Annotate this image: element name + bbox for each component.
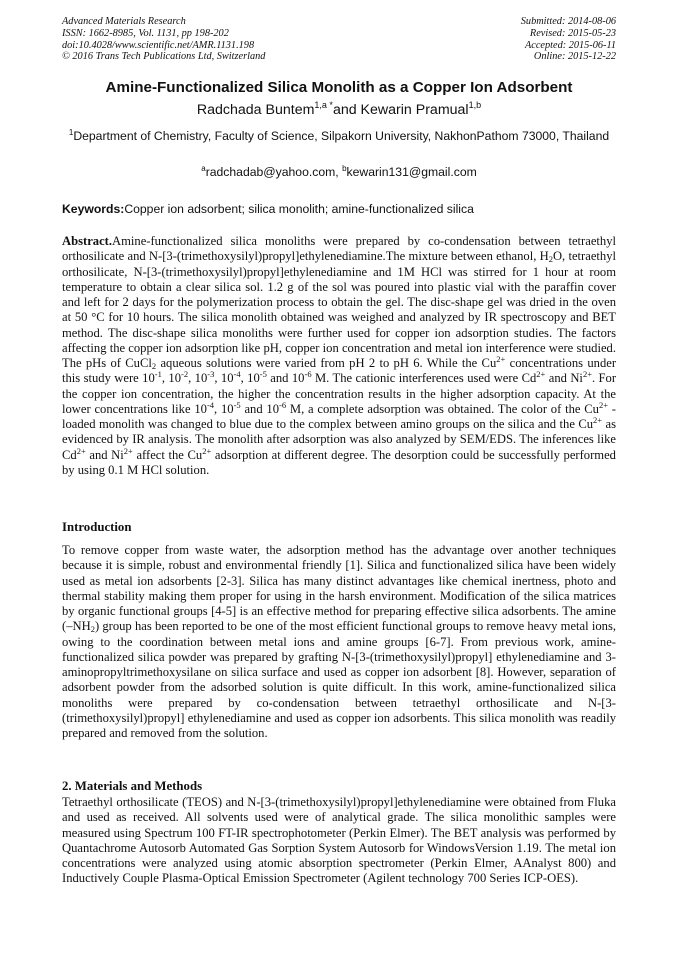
abstract-label: Abstract. <box>62 234 113 248</box>
journal-name: Advanced Materials Research <box>62 16 186 27</box>
superscript: 2+ <box>202 445 212 456</box>
journal-issn: ISSN: 1662-8985, Vol. 1131, pp 198-202 <box>62 27 229 39</box>
email-b-marker: b <box>342 164 347 173</box>
abstract-text: , 10 <box>214 401 234 416</box>
email-a-marker: a <box>201 164 206 173</box>
superscript: 2+ <box>598 399 609 410</box>
abstract-text: concentrations under this study were 10 <box>62 356 617 386</box>
superscript: -5 <box>233 399 241 410</box>
superscript: 2+ <box>496 354 506 364</box>
introduction-heading: Introduction <box>62 520 132 534</box>
abstract-text: and Ni <box>85 447 124 462</box>
superscript: -6 <box>279 399 287 410</box>
superscript: -2 <box>181 369 189 380</box>
abstract-text: - loaded monolith was changed to blue due to the complex between amino groups on the silica and the Cu <box>62 401 616 431</box>
date-accepted: Accepted: 2015-06-11 <box>524 39 616 51</box>
superscript: -1 <box>154 369 162 380</box>
introduction-text-part: ) group has been reported to be one of the most efficient functional groups to remove heavy metal ions, owing to the coordination between metal ions and amine groups [6-7]. From previous work, amine-functionalized silica powder was prepared by grafting N-[3-(trimethoxysilyl)propyl] ethylenediamine and 3-aminopropyltrimethoxysilane on silica surface and used as copper ion adsorbent [8]. However, separation of adsorbent powder from the adsorbed solution is quite difficult. In this work, amine-functionalized silica monoliths were prepared by co-condensation between tetraethyl orthosilicate and N-[3-(trimethoxysilyl)propyl] ethylenediamine and used as copper ion adsorbents. This silica monolith was readily prepared and removed from the solution. <box>62 619 616 740</box>
date-online: Online: 2015-12-22 <box>533 51 616 63</box>
subscript: 2 <box>90 624 95 635</box>
author-1-marker: 1,a * <box>314 100 333 110</box>
abstract-text: and 10 <box>266 371 305 386</box>
abstract-text: , 10 <box>161 371 182 386</box>
abstract-text: M. The cationic interferences used were Cd <box>311 371 537 386</box>
abstract-text: and 10 <box>240 401 280 416</box>
superscript: -4 <box>206 399 215 410</box>
abstract-text: adsorption at different degree. The desorption could be successfully performed by using 0.1 M HCl solution. <box>62 447 616 477</box>
journal-header <box>62 16 616 64</box>
abstract-text: , 10 <box>214 371 234 386</box>
affiliation-text: Department of Chemistry, Faculty of Science, Silpakorn University, NakhonPathom 73000, Thailand <box>73 129 610 143</box>
abstract-text: affect the Cu <box>132 447 203 462</box>
email-b: kewarin131@gmail.com <box>346 165 477 179</box>
affiliation-marker: 1 <box>68 128 74 137</box>
author-line <box>62 102 616 118</box>
superscript: -6 <box>304 369 312 380</box>
methods-text: Tetraethyl orthosilicate (TEOS) and N-[3-(trimethoxysilyl)propyl]ethylenediamine were obtained from Fluka and used as received. All solvents used were of analytical grade. The silica monolithic samples were measured using Spectrum 100 FT-IR spectrophotometer (Perkin Elmer). The BET analysis was performed by Quantachrome Autosorb Automated Gas Sorption System Autosorb for WindowsVersion 1.19. The metal ion concentrations were analyzed using atomic absorption spectrometer (Perkin Elmer, AAnalyst 800) and Inductively Couple Plasma-Optical Emission Spectrometer (Agilent technology 700 Series ICP-OES). <box>62 795 616 886</box>
email-a: radchadab@yahoo.com, <box>205 165 343 179</box>
introduction-text-part: To remove copper from waste water, the adsorption method has the advantage over another techniques because it is simple, robust and environmental friendly [1]. Silica and functionalized silica have been widely used as metal ion adsorbents [2-3]. Silica has many distinct advantages like chemical inertness, photo and thermal stability making them proper for using in the harsh environment. Modification of the silica matrices by organic functional groups [4-5] is an effective method for preparing effective silica adsorbents. The amine (–NH <box>62 543 616 634</box>
subscript: 2 <box>151 361 157 371</box>
author-1: Radchada Buntem <box>196 102 315 118</box>
subscript: 2 <box>548 254 553 265</box>
abstract-text: Amine-functionalized silica monoliths were prepared by co-condensation between tetraethyl orthosilicate and N-[3-(trimethoxysilyl)propyl]ethylenediamine.The mixture between ethanol, H <box>62 234 616 264</box>
abstract-text: aqueous solutions were varied from pH 2 to pH 6. While the Cu <box>156 356 497 370</box>
date-revised: Revised: 2015-05-23 <box>529 27 616 39</box>
abstract-text: O, tetraethyl orthosilicate, N-[3-(trimethoxysilyl)propyl]ethylenediamine and 1M HCl was stirred for 1 hour at room temperature to obtain a clear silica sol. 1.2 g of the sol was poured into plastic vial with the paraffin cover and left for 2 days for the polymerization process to obtain the gel. The disc-shape gel was dried in the oven at 50 °C for 10 hours. The silica monolith obtained was weighed and analyzed by IR spectroscopy and BET method. The disc-shape silica monoliths were further used for copper ion adsorption studies. The factors affecting the copper ion adsorption like pH, copper ion concentration and metal ion interference were studied. The pHs of CuCl <box>62 249 616 370</box>
introduction-text <box>62 543 616 741</box>
superscript: 2+ <box>123 445 133 456</box>
superscript: 2+ <box>593 415 603 425</box>
keywords-text: Copper ion adsorbent; silica monolith; amine-functionalized silica <box>124 202 474 216</box>
affiliation <box>62 129 616 144</box>
abstract <box>62 234 616 478</box>
abstract-text: as evidenced by IR analysis. The monolith after adsorption was also analyzed by SEM/EDS. The inferences like Cd <box>62 417 616 462</box>
journal-doi: doi:10.4028/www.scientific.net/AMR.1131.198 <box>62 39 255 51</box>
date-submitted: Submitted: 2014-08-06 <box>520 16 616 27</box>
journal-copyright: © 2016 Trans Tech Publications Ltd, Switzerland <box>62 51 266 63</box>
superscript: -3 <box>207 369 215 380</box>
superscript: -5 <box>259 369 267 380</box>
superscript: 2+ <box>536 369 546 380</box>
author-emails <box>62 165 616 179</box>
abstract-text: , 10 <box>240 371 260 386</box>
superscript: 2+ <box>76 445 86 456</box>
superscript: -4 <box>233 369 241 380</box>
methods-heading: 2. Materials and Methods <box>62 779 203 793</box>
abstract-text: , 10 <box>188 371 208 386</box>
journal-info <box>62 16 265 63</box>
keywords <box>62 202 616 216</box>
article-dates <box>521 16 616 63</box>
author-2-marker: 1,b <box>468 100 482 110</box>
superscript: 2+ <box>582 369 592 380</box>
abstract-text: M, a complete adsorption was obtained. The color of the Cu <box>286 401 599 416</box>
keywords-label: Keywords: <box>62 202 125 216</box>
author-connector: and Kewarin Pramual <box>332 102 469 118</box>
abstract-text: and Ni <box>545 371 583 386</box>
abstract-text: . For the copper ion concentration, the higher the concentration results in the higher adsorption capacity. At the lower concentrations like 10 <box>62 371 617 416</box>
paper-title: Amine-Functionalized Silica Monolith as a Copper Ion Adsorbent <box>105 79 573 96</box>
